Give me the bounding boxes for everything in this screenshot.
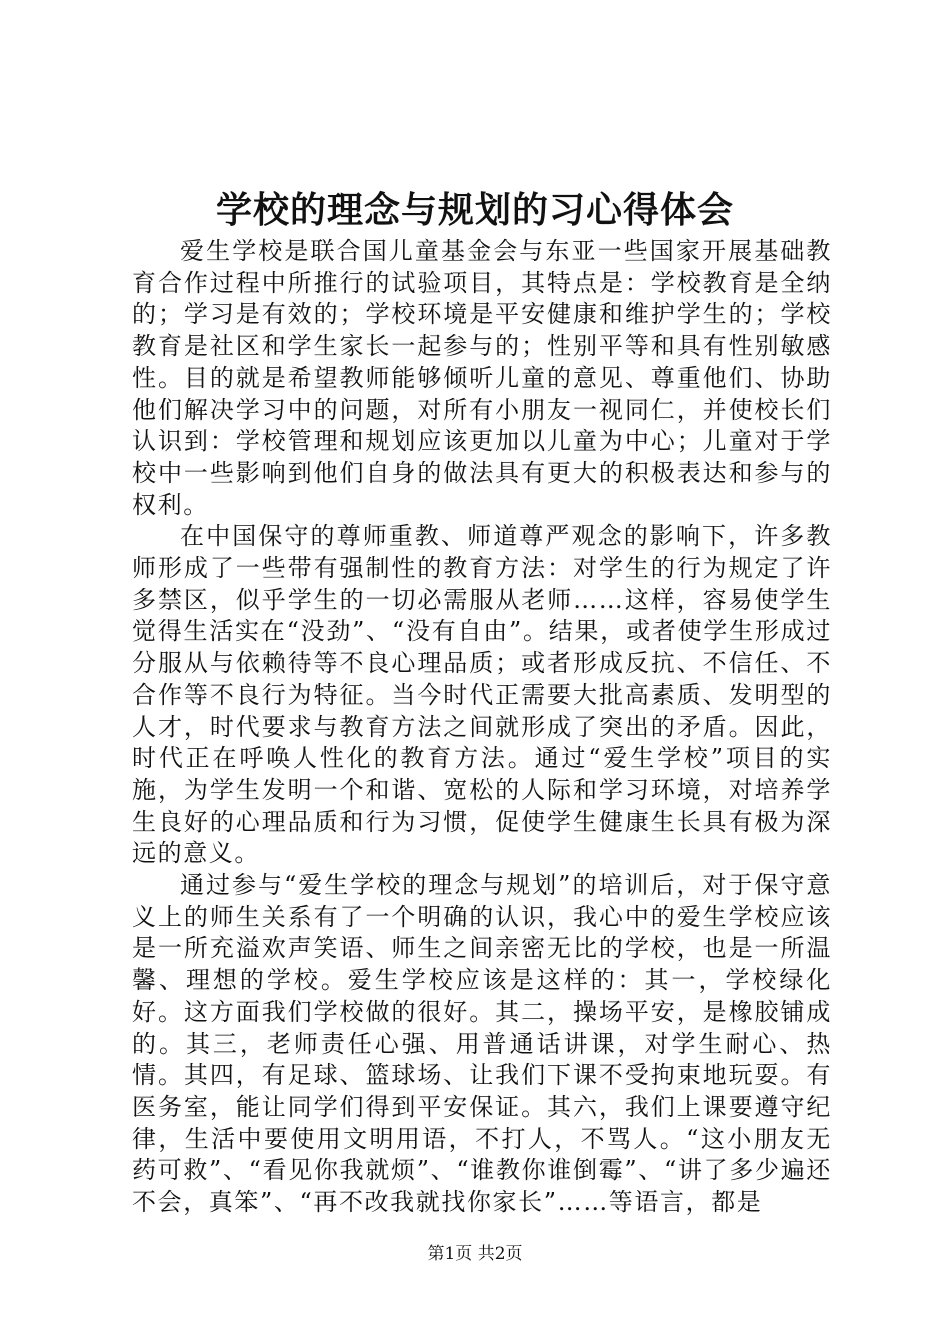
document-title: 学校的理念与规划的习心得体会 [215,189,734,231]
document-body [132,236,832,1219]
paragraph-1: 爱生学校是联合国儿童基金会与东亚一些国家开展基础教育合作过程中所推行的试验项目，其特点是：学校教育是全纳的；学习是有效的；学校环境是平安健康和维护学生的；学校教育是社区和学生家长一起参与的；性别平等和具有性别敏感性。目的就是希望教师能够倾听儿童的意见、尊重他们、协助他们解决学习中的问题，对所有小朋友一视同仁，并使校长们认识到：学校管理和规划应该更加以儿童为中心；儿童对于学校中一些影响到他们自身的做法具有更大的积极表达和参与的权利。 [132,237,832,519]
page-number-footer: 第1页 共2页 [427,1244,523,1264]
paragraph-2: 在中国保守的尊师重教、师道尊严观念的影响下，许多教师形成了一些带有强制性的教育方法：对学生的行为规定了许多禁区，似乎学生的一切必需服从老师……这样，容易使学生觉得生活实在“没劲”、“没有自由”。结果，或者使学生形成过分服从与依赖待等不良心理品质；或者形成反抗、不信任、不合作等不良行为特征。当今时代正需要大批高素质、发明型的人才，时代要求与教育方法之间就形成了突出的矛盾。因此，时代正在呼唤人性化的教育方法。通过“爱生学校”项目的实施，为学生发明一个和谐、宽松的人际和学习环境，对培养学生良好的心理品质和行为习惯，促使学生健康生长具有极为深远的意义。 [132,522,832,868]
paragraph-3: 通过参与“爱生学校的理念与规划”的培训后，对于保守意义上的师生关系有了一个明确的认识，我心中的爱生学校应该是一所充溢欢声笑语、师生之间亲密无比的学校，也是一所温馨、理想的学校。爱生学校应该是这样的：其一，学校绿化好。这方面我们学校做的很好。其二，操场平安，是橡胶铺成的。其三，老师责任心强、用普通话讲课，对学生耐心、热情。其四，有足球、篮球场、让我们下课不受拘束地玩耍。有医务室，能让同学们得到平安保证。其六，我们上课要遵守纪律，生活中要使用文明用语，不打人，不骂人。“这小朋友无药可救”、“看见你我就烦”、“谁教你谁倒霉”、“讲了多少遍还不会，真笨”、“再不改我就找你家长”……等语言，都是 [132,871,832,1217]
